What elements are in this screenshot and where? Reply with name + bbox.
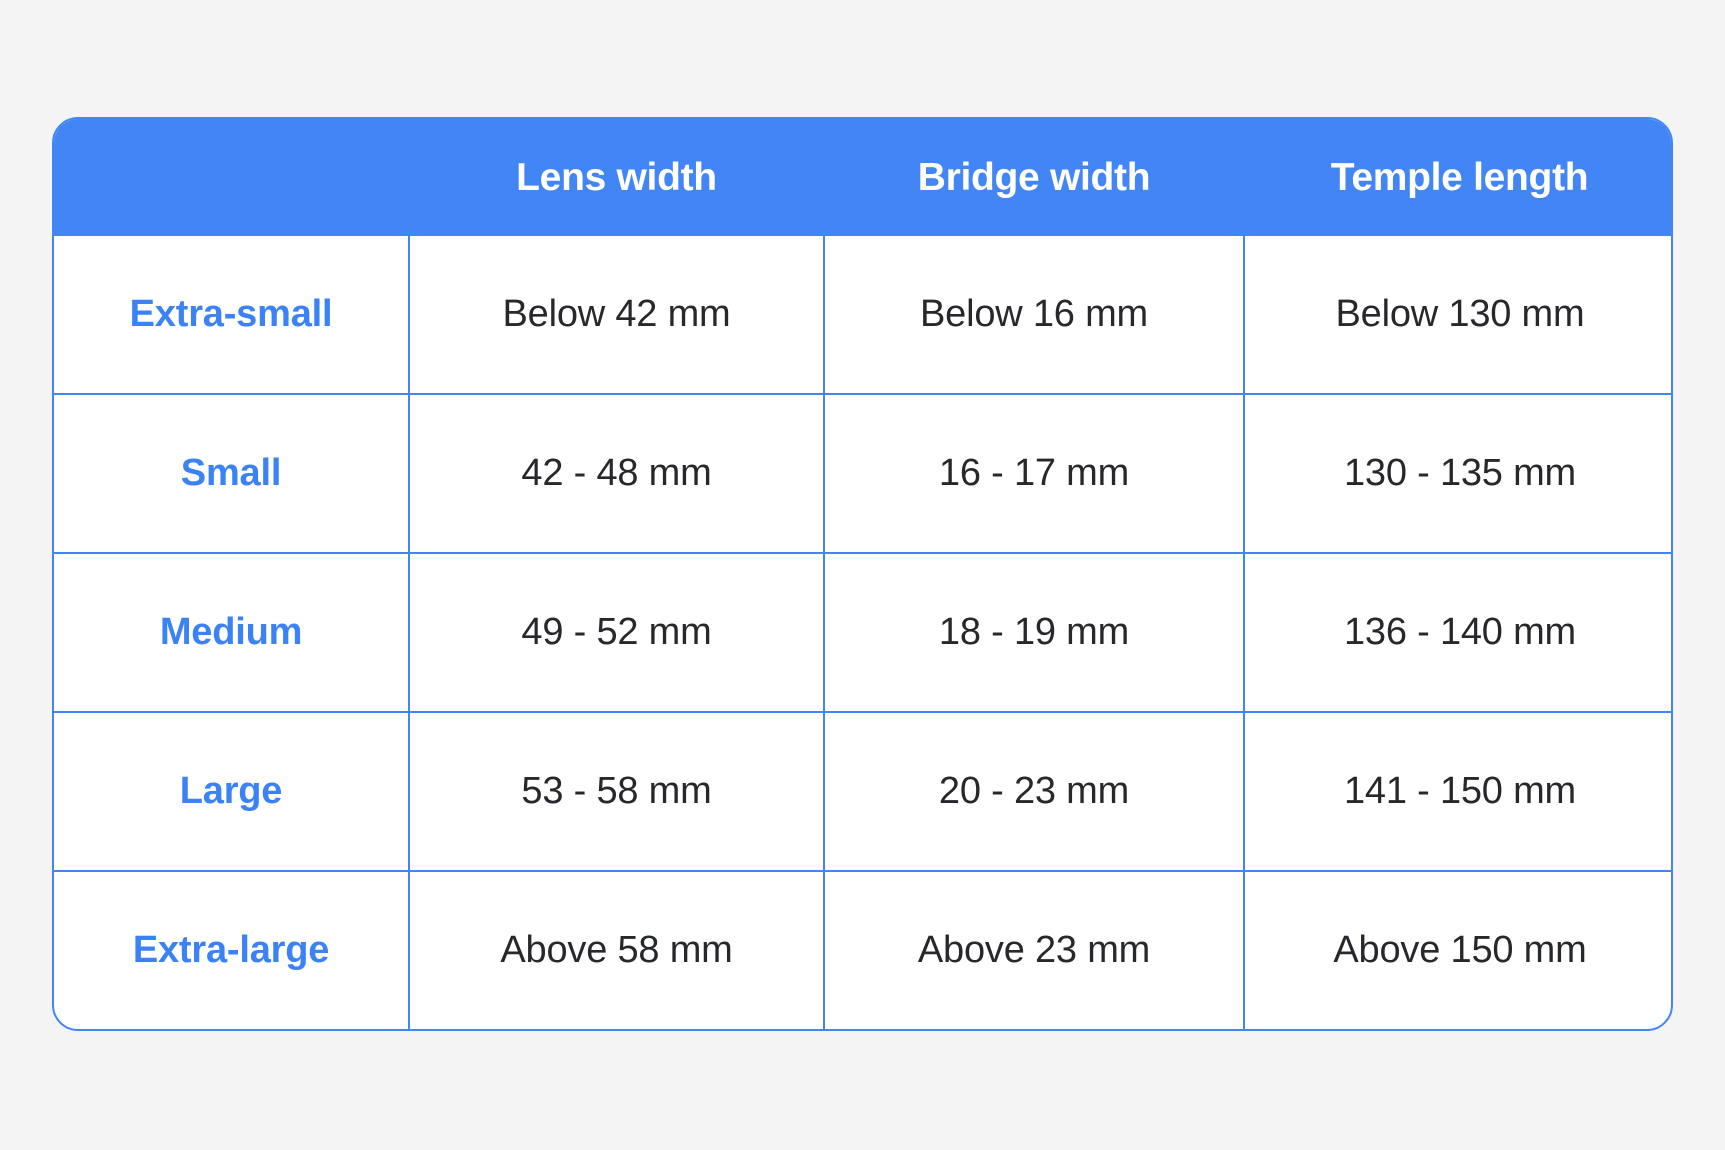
table-row <box>54 236 1673 394</box>
table-header-lens-width: Lens width <box>409 119 824 236</box>
cell-extra-small-temple-length: Below 130 mm <box>1244 236 1673 394</box>
table-row <box>54 871 1673 1029</box>
table-header-row <box>54 119 1673 236</box>
table-row <box>54 394 1673 553</box>
cell-medium-lens-width: 49 - 52 mm <box>409 553 824 712</box>
table-row <box>54 553 1673 712</box>
cell-large-bridge-width: 20 - 23 mm <box>824 712 1244 871</box>
table-header-bridge-width: Bridge width <box>824 119 1244 236</box>
cell-medium-bridge-width: 18 - 19 mm <box>824 553 1244 712</box>
cell-extra-large-bridge-width: Above 23 mm <box>824 871 1244 1029</box>
table-header-corner <box>54 119 409 236</box>
cell-medium-temple-length: 136 - 140 mm <box>1244 553 1673 712</box>
table-header-temple-length: Temple length <box>1244 119 1673 236</box>
table-body <box>54 236 1673 1029</box>
cell-large-temple-length: 141 - 150 mm <box>1244 712 1673 871</box>
cell-extra-small-lens-width: Below 42 mm <box>409 236 824 394</box>
cell-small-bridge-width: 16 - 17 mm <box>824 394 1244 553</box>
row-label-medium: Medium <box>54 553 409 712</box>
cell-small-lens-width: 42 - 48 mm <box>409 394 824 553</box>
cell-extra-small-bridge-width: Below 16 mm <box>824 236 1244 394</box>
size-chart-card <box>52 117 1673 1031</box>
cell-large-lens-width: 53 - 58 mm <box>409 712 824 871</box>
table-row <box>54 712 1673 871</box>
row-label-extra-large: Extra-large <box>54 871 409 1029</box>
row-label-large: Large <box>54 712 409 871</box>
row-label-small: Small <box>54 394 409 553</box>
table-header <box>54 119 1673 236</box>
size-chart-table <box>54 119 1673 1029</box>
cell-extra-large-lens-width: Above 58 mm <box>409 871 824 1029</box>
row-label-extra-small: Extra-small <box>54 236 409 394</box>
cell-extra-large-temple-length: Above 150 mm <box>1333 929 1587 971</box>
cell-small-temple-length: 130 - 135 mm <box>1244 394 1673 553</box>
